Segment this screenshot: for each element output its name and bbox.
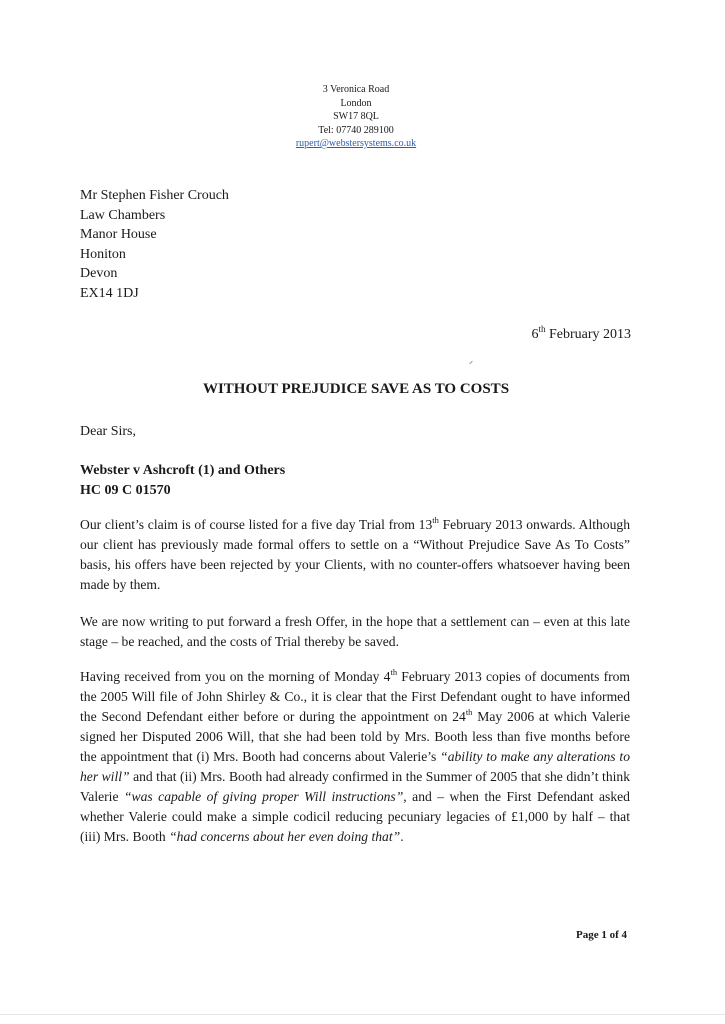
p3-text-f: . <box>400 829 404 844</box>
date-rest: February 2013 <box>548 327 631 342</box>
case-number: HC 09 C 01570 <box>80 483 171 498</box>
recipient-postcode: EX14 1DJ <box>80 285 139 301</box>
letter-heading: WITHOUT PREJUDICE SAVE AS TO COSTS <box>202 381 510 397</box>
case-reference <box>80 461 285 501</box>
p3-text-d: and that (ii) Mrs. Booth had already confirmed in the Summer of 2005 that she didn’t think Valerie <box>80 769 630 804</box>
sender-postcode: SW17 8QL <box>333 111 379 122</box>
case-title: Webster v Ashcroft (1) and Others <box>80 463 286 478</box>
p3-quote-1: “ability to make any alterations to her will” <box>80 749 631 784</box>
recipient-line-3: Manor House <box>80 227 157 243</box>
sender-email-link[interactable]: rupert@webstersystems.co.uk <box>295 138 417 149</box>
sender-address-block <box>0 83 712 151</box>
paragraph-2 <box>80 612 630 652</box>
recipient-address-block <box>80 186 229 304</box>
p2-text: We are now writing to put forward a fresh Offer, in the hope that a settlement can – even at this late stage – be reached, and the costs of Trial thereby be saved. <box>80 614 630 649</box>
paragraph-1 <box>80 515 630 595</box>
p3-text-c: May 2006 at which Valerie signed her Disputed 2006 Will, that she had been told by Mrs. Booth less than five months before the appointment that (i) Mrs. Booth had concerns about Valerie’s <box>80 709 630 764</box>
page-number: Page 1 of 4 <box>575 929 627 941</box>
p3-text-e: , and – when the First Defendant asked whether Valerie could make a simple codicil reducing pecuniary legacies of £1,000 by half – that (iii) Mrs. Booth <box>80 789 630 844</box>
p3-quote-2: “was capable of giving proper Will instructions” <box>123 789 404 804</box>
sender-city: London <box>340 97 372 109</box>
date-day: 6 <box>531 327 539 342</box>
p3-text-a: Having received from you on the morning of Monday 4 <box>80 669 391 684</box>
recipient-name: Mr Stephen Fisher Crouch <box>80 188 229 203</box>
sender-street: 3 Veronica Road <box>322 84 390 95</box>
recipient-line-2: Law Chambers <box>80 207 166 223</box>
p3-sup-a: th <box>390 667 398 677</box>
date-suffix: th <box>538 324 546 334</box>
p3-quote-3: “had concerns about her even doing that” <box>169 829 401 844</box>
recipient-line-5: Devon <box>80 266 118 282</box>
p1-text-b: February 2013 onwards. Although our client has previously made formal offers to settle on a “Without Prejudice Save As To Costs” basis, his offers have been rejected by your Clients, with no counter-offers whatsoever having been made by them. <box>80 517 630 592</box>
p3-sup-b: th <box>465 707 473 717</box>
letter-date <box>531 324 631 343</box>
recipient-line-4: Honiton <box>80 246 126 262</box>
paragraph-3 <box>80 667 630 847</box>
stray-mark <box>469 361 473 365</box>
sender-phone: Tel: 07740 289100 <box>318 124 394 136</box>
p1-sup: th <box>432 515 439 525</box>
p1-text-a: Our client’s claim is of course listed for a five day Trial from 13 <box>80 517 433 532</box>
p3-text-b: February 2013 copies of documents from the 2005 Will file of John Shirley & Co., it is clear that the First Defendant ought to have informed the Second Defendant either before or during the appointment on 24 <box>80 669 630 724</box>
page-edge-rule <box>0 1014 725 1015</box>
salutation: Dear Sirs, <box>80 424 136 439</box>
